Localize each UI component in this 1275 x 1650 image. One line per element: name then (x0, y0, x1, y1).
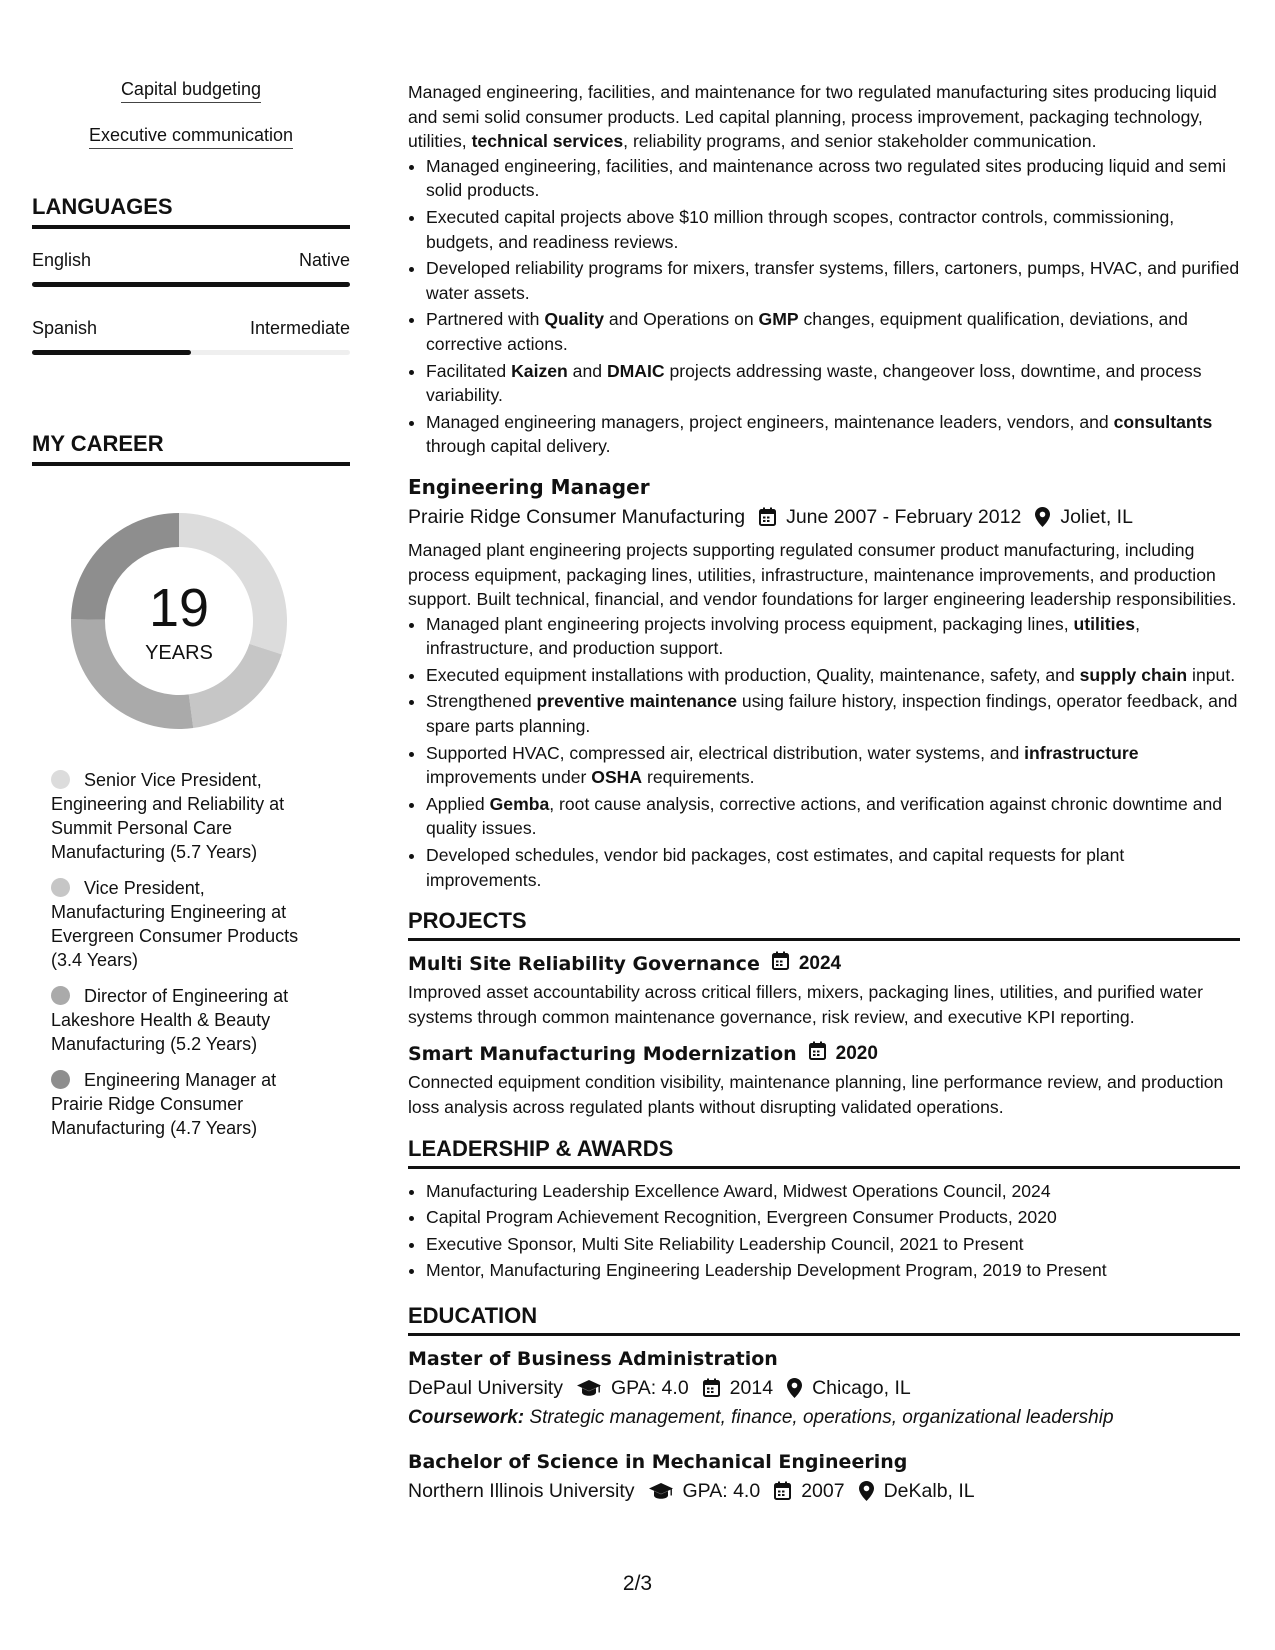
school-name: DePaul University (408, 1376, 563, 1399)
education-coursework (408, 1405, 1240, 1431)
language-item (32, 317, 350, 355)
calendar-icon (759, 507, 776, 526)
language-level: Intermediate (249, 318, 350, 338)
education-year: 2007 (801, 1479, 845, 1502)
education-gpa: GPA: 4.0 (610, 1376, 689, 1399)
career-legend-label: Vice President, Manufacturing Engineering at Evergreen Consumer Products (3.4 Years) (51, 878, 299, 970)
languages-heading: LANGUAGES (32, 194, 350, 229)
experience-bullets (408, 612, 1240, 893)
award-item: • Mentor, Manufacturing Engineering Leadership Development Program, 2019 to Present (426, 1258, 1240, 1283)
education-location: DeKalb, IL (883, 1479, 975, 1502)
career-legend-label: Senior Vice President, Engineering and Reliability at Summit Personal Care Manufacturing (5.7 Years) (51, 770, 285, 862)
award-item: • Executive Sponsor, Multi Site Reliability Leadership Council, 2021 to Present (426, 1232, 1240, 1257)
awards-heading: LEADERSHIP & AWARDS (408, 1136, 1240, 1169)
language-proficiency-fill (32, 282, 350, 287)
project-description: Connected equipment condition visibility, maintenance planning, line performance review, and production loss analysis across regulated plants without disrupting validated operations. (408, 1072, 1224, 1117)
experience-bullets (408, 154, 1240, 459)
legend-dot (51, 986, 70, 1005)
project-description: Improved asset accountability across critical fillers, mixers, packaging lines, utilities, and purified water systems through common maintenance governance, risk review, and executive KPI reporting. (408, 982, 1203, 1027)
experience-bullet: • Managed plant engineering projects involving process equipment, packaging lines, utilities, infrastructure, and production support. (426, 612, 1240, 661)
job-location: Joliet, IL (1060, 505, 1133, 528)
awards-list (408, 1179, 1240, 1283)
graduation-cap-icon (649, 1482, 673, 1500)
education-degree: Master of Business Administration (408, 1347, 778, 1370)
map-pin-icon (859, 1481, 874, 1501)
project-year: 2020 (835, 1043, 878, 1065)
experience-bullet: • Supported HVAC, compressed air, electrical distribution, water systems, and infrastructure improvements under OSHA requirements. (426, 741, 1240, 790)
language-proficiency-bar (32, 282, 350, 287)
calendar-icon (703, 1378, 720, 1397)
education-item (408, 1346, 1240, 1431)
school-name: Northern Illinois University (408, 1479, 635, 1502)
education-degree: Bachelor of Science in Mechanical Engineering (408, 1450, 908, 1473)
language-item (32, 249, 350, 287)
job-dates: June 2007 - February 2012 (786, 505, 1022, 528)
education-gpa: GPA: 4.0 (682, 1479, 761, 1502)
map-pin-icon (787, 1378, 802, 1398)
experience-summary: Managed plant engineering projects supporting regulated consumer product manufacturing, including process equipment, packaging lines, utilities, infrastructure, maintenance improvements, and production support. Built technical, financial, and vendor foundations for larger engineering leadership responsibilities. (408, 539, 1237, 610)
legend-dot (51, 1070, 70, 1089)
career-legend-item (51, 1068, 321, 1140)
experience-bullet: • Developed schedules, vendor bid packages, cost estimates, and capital requests for plant improvements. (426, 843, 1240, 892)
language-proficiency-fill (32, 350, 191, 355)
project-item (408, 1041, 1240, 1119)
education-item (408, 1449, 1240, 1504)
experience-bullet: • Executed capital projects above $10 million through scopes, contractor controls, commissioning, budgets, and readiness reviews. (426, 205, 1240, 254)
career-total-unit: YEARS (145, 642, 213, 664)
project-title: Smart Manufacturing Modernization (408, 1043, 797, 1066)
page-number: 2/3 (622, 1572, 653, 1595)
calendar-icon (774, 1481, 791, 1500)
job-title: Engineering Manager (408, 474, 650, 499)
career-legend-item (51, 876, 321, 972)
legend-dot (51, 878, 70, 897)
calendar-icon (772, 951, 789, 977)
skill-item: Capital budgeting (121, 78, 261, 103)
award-item: • Manufacturing Leadership Excellence Award, Midwest Operations Council, 2024 (426, 1179, 1240, 1204)
job-meta (408, 504, 1240, 530)
calendar-icon (809, 1041, 826, 1067)
career-legend (51, 768, 321, 1140)
experience-entry (408, 80, 1240, 459)
language-name: Spanish (32, 318, 98, 338)
experience-entry (408, 473, 1240, 892)
education-meta (408, 1478, 1240, 1504)
education-year: 2014 (729, 1376, 774, 1399)
project-year: 2024 (798, 953, 842, 975)
experience-bullet: • Managed engineering, facilities, and maintenance across two regulated sites producing liquid and semi solid products. (426, 154, 1240, 203)
award-item: • Capital Program Achievement Recognition, Evergreen Consumer Products, 2020 (426, 1205, 1240, 1230)
main-content (408, 80, 1240, 1512)
experience-bullet: • Partnered with Quality and Operations on GMP changes, equipment qualification, deviations, and corrective actions. (426, 307, 1240, 356)
sidebar (32, 78, 350, 1152)
experience-bullet: • Strengthened preventive maintenance using failure history, inspection findings, operator feedback, and spare parts planning. (426, 689, 1240, 738)
language-level: Native (298, 250, 350, 270)
company-name: Prairie Ridge Consumer Manufacturing (408, 505, 746, 528)
education-heading: EDUCATION (408, 1303, 1240, 1336)
skill-item: Executive communication (89, 124, 293, 149)
experience-summary: Managed engineering, facilities, and maintenance for two regulated manufacturing sites producing liquid and semi solid consumer products. Led capital planning, process improvement, packaging technology, utilities, technical services, reliability programs, and senior stakeholder communication. (408, 82, 1217, 152)
projects-heading: PROJECTS (408, 908, 1240, 941)
project-title: Multi Site Reliability Governance (408, 953, 760, 976)
experience-bullet: • Executed equipment installations with production, Quality, maintenance, safety, and supply chain input. (426, 663, 1240, 688)
graduation-cap-icon (577, 1379, 601, 1397)
map-pin-icon (1035, 507, 1050, 527)
career-legend-item (51, 984, 321, 1056)
experience-bullet: • Facilitated Kaizen and DMAIC projects addressing waste, changeover loss, downtime, and process variability. (426, 359, 1240, 408)
legend-dot (51, 770, 70, 789)
coursework-text: Strategic management, finance, operations, organizational leadership (529, 1406, 1114, 1428)
experience-bullet: • Applied Gemba, root cause analysis, corrective actions, and verification against chronic downtime and quality issues. (426, 792, 1240, 841)
career-legend-label: Director of Engineering at Lakeshore Health & Beauty Manufacturing (5.2 Years) (51, 986, 289, 1054)
coursework-label: Coursework: (408, 1406, 525, 1428)
project-item (408, 951, 1240, 1029)
education-meta (408, 1375, 1240, 1401)
career-total-years: 19 (148, 578, 210, 638)
experience-bullet: • Developed reliability programs for mixers, transfer systems, fillers, cartoners, pumps, HVAC, and purified water assets. (426, 256, 1240, 305)
career-legend-item (51, 768, 321, 864)
career-legend-label: Engineering Manager at Prairie Ridge Consumer Manufacturing (4.7 Years) (51, 1070, 277, 1138)
education-location: Chicago, IL (812, 1376, 911, 1399)
language-proficiency-bar (32, 350, 350, 355)
experience-bullet: • Managed engineering managers, project engineers, maintenance leaders, vendors, and consultants through capital delivery. (426, 410, 1240, 459)
career-heading: MY CAREER (32, 431, 350, 466)
language-name: English (32, 250, 92, 270)
career-donut-chart (66, 508, 292, 734)
